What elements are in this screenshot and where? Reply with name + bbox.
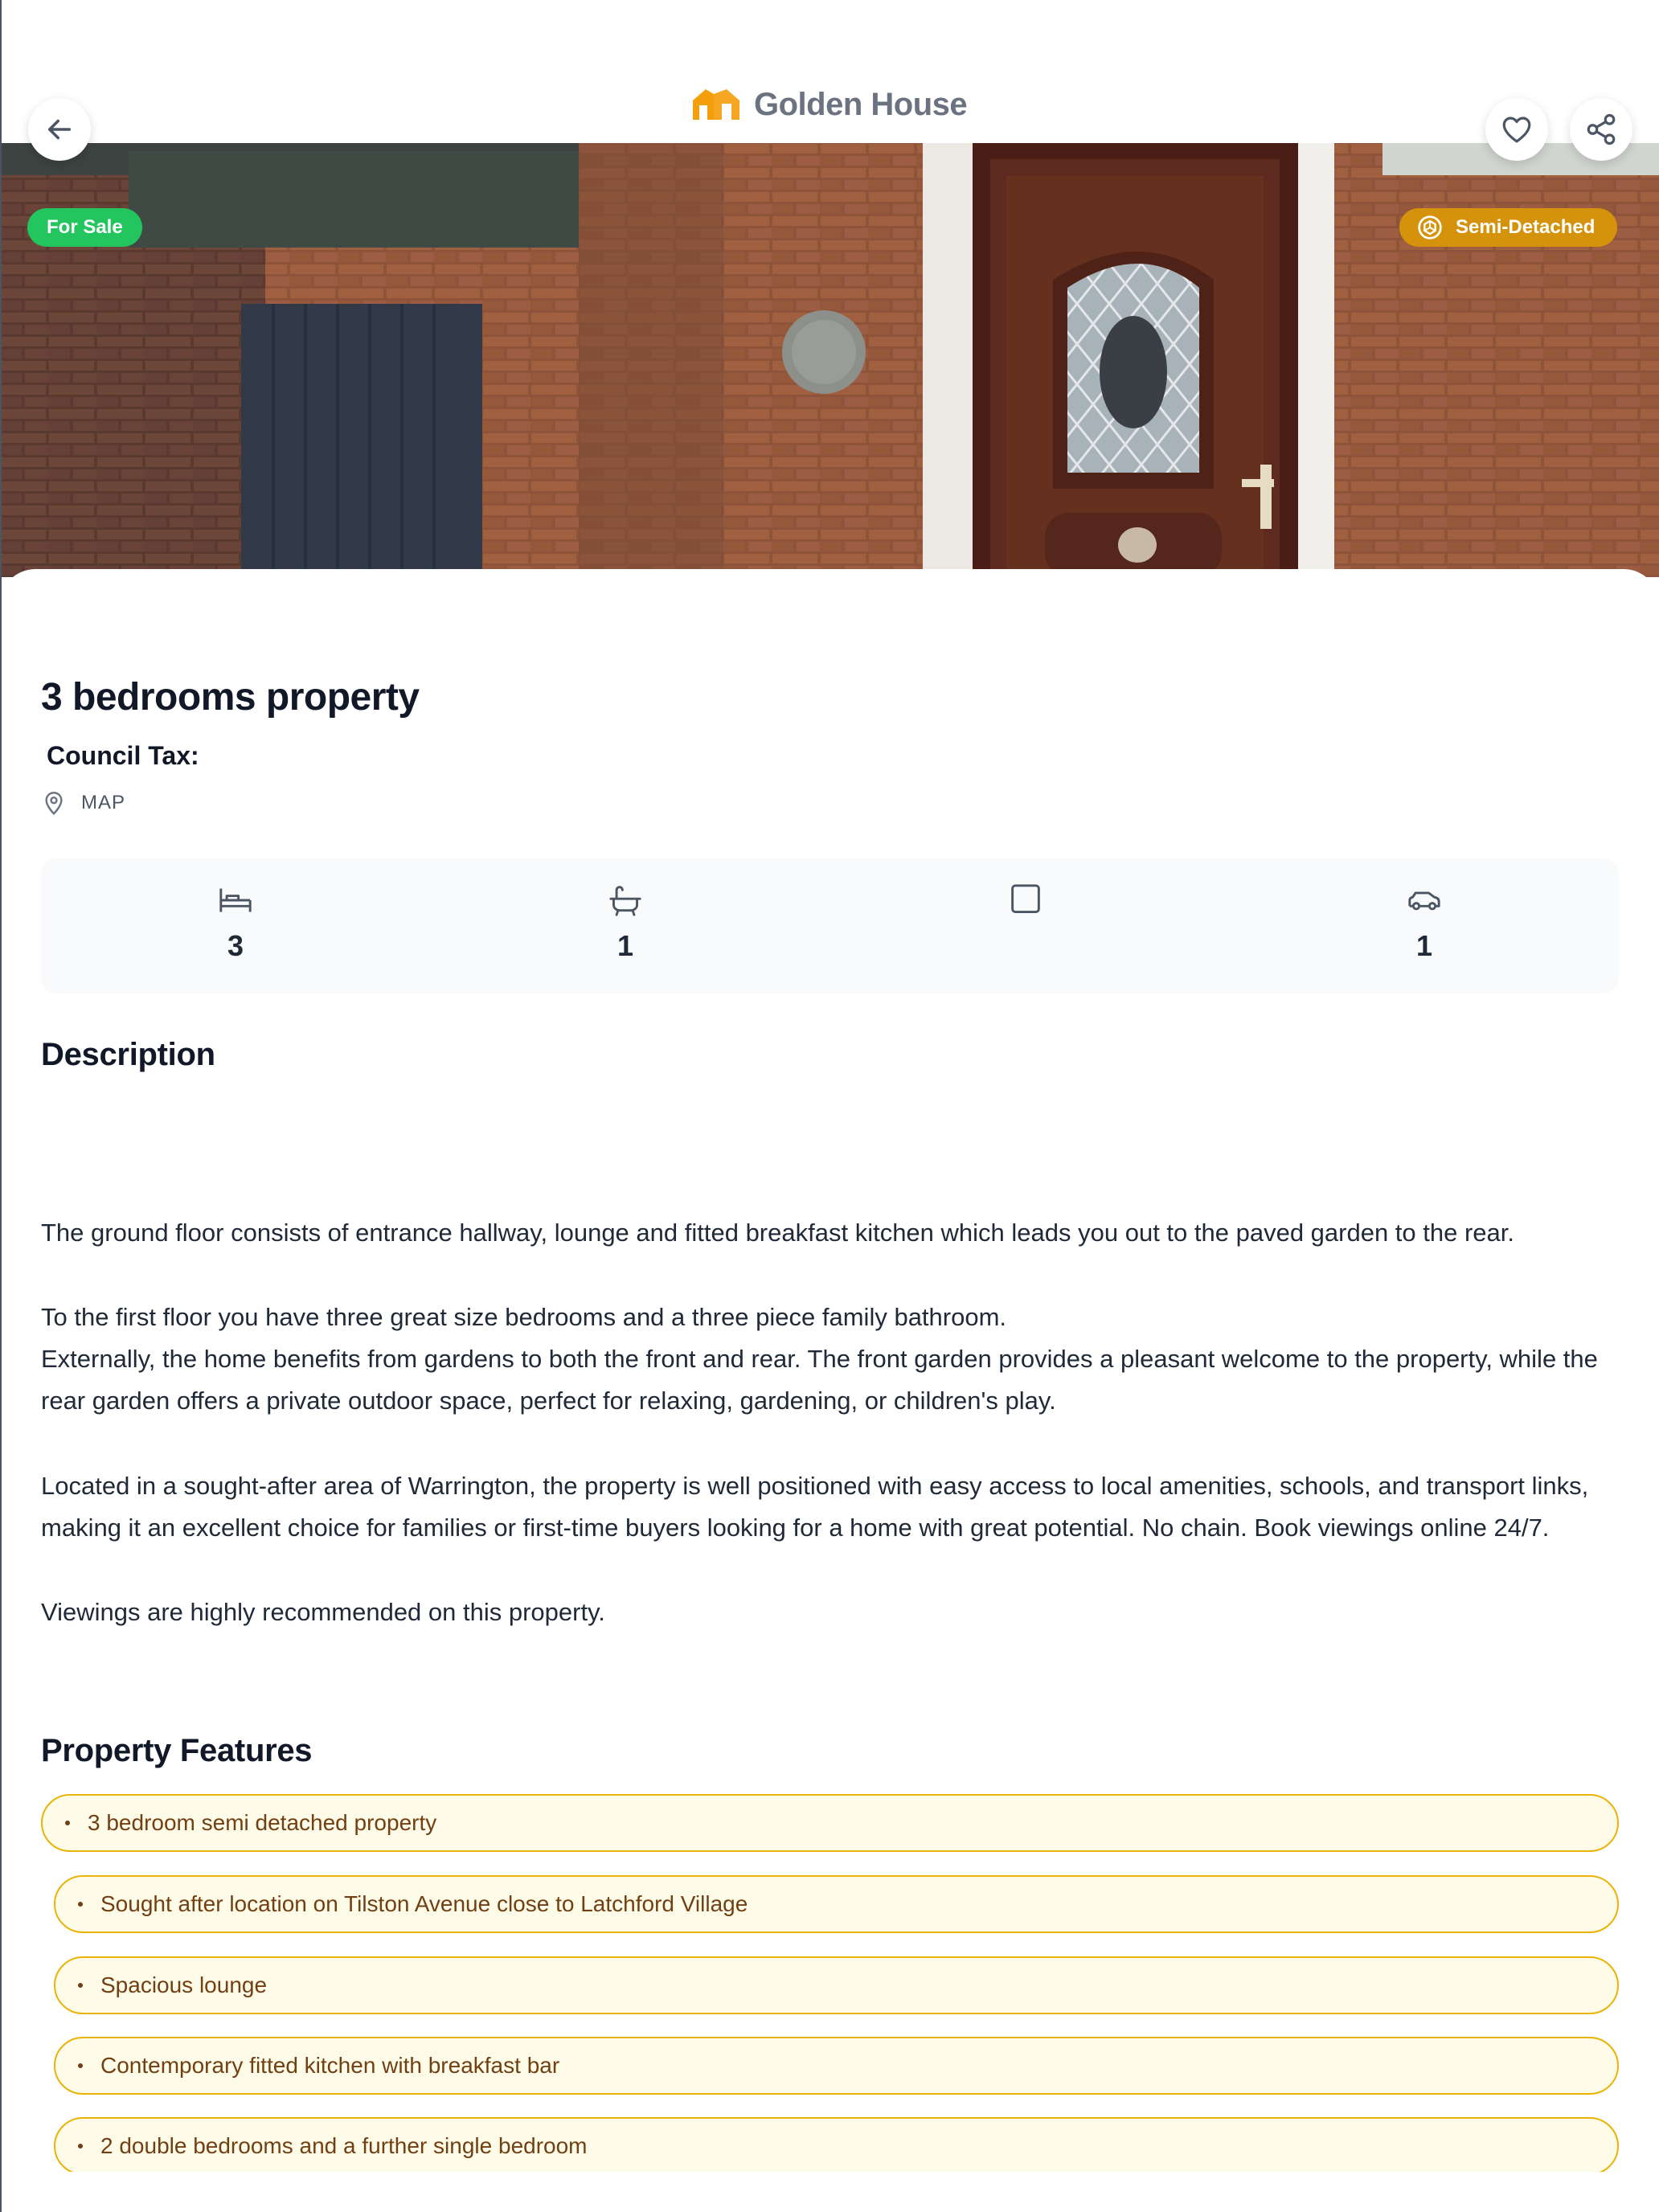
bed-icon [218,884,253,916]
stat-bathrooms [545,858,706,993]
feature-text: 2 double bedrooms and a further single bedroom [100,2133,588,2158]
key-stats [41,858,1619,993]
window-edge [0,0,2,2212]
share-button[interactable] [1570,98,1632,161]
car-icon [1407,884,1442,916]
feature-text: Contemporary fitted kitchen with breakfast bar [100,2053,560,2078]
council-tax [47,741,207,771]
parking-count: 1 [1415,929,1433,962]
stat-parking [1344,858,1505,993]
feature-item [54,2117,1619,2175]
bullet-icon [65,1821,70,1825]
status-badge: For Sale [27,208,142,247]
property-type-icon [1417,215,1443,240]
house-front-image [0,143,1659,577]
description-heading: Description [41,1037,215,1072]
feature-item [54,1956,1619,2014]
feature-text: Sought after location on Tilston Avenue close to Latchford Village [100,1891,748,1916]
bullet-icon [78,2144,83,2149]
back-button[interactable] [28,98,91,161]
stat-area [945,858,1106,993]
bedrooms-count: 3 [227,929,244,962]
brand-name: Golden House [754,86,968,122]
feature-text: 3 bedroom semi detached property [88,1810,437,1835]
description-paragraph: The ground floor consists of entrance hallway, lounge and fitted breakfast kitchen which leads you out to the paved garden to the rear. [41,1219,1515,1247]
description-paragraph: To the first floor you have three great size bedrooms and a three piece family bathroom. Externally, the home benefits from gardens to both the front and rear. The front garden provides a pleasant welcome to the property, while the rear garden offers a private outdoor space, perfect for relaxing, gardening, or children's play. [41,1303,1598,1415]
feature-item [41,1794,1619,1852]
brand-logo[interactable] [690,84,967,125]
stat-bedrooms [155,858,316,993]
map-label: MAP [81,792,126,813]
description-paragraph: Located in a sought-after area of Warrington, the property is well positioned with easy access to local amenities, schools, and transport links, making it an excellent choice for families or first-time buyers looking for a home with great potential. No chain. Book viewings online 24/7. [41,1472,1589,1542]
heart-icon [1500,113,1534,146]
favorite-button[interactable] [1485,98,1548,161]
map-link[interactable] [41,789,125,817]
feature-item [54,2037,1619,2095]
listing-details [0,569,1659,2212]
scroll-fade [0,2172,1659,2212]
property-photo[interactable] [0,143,1659,577]
feature-text: Spacious lounge [100,1972,268,1997]
bathrooms-count: 1 [616,929,634,962]
council-tax-label: Council Tax: [47,741,199,770]
bullet-icon [78,1902,83,1907]
house-logo-icon [690,86,743,123]
arrow-left-icon [43,113,76,146]
property-type-label: Semi-Detached [1456,216,1596,238]
description-paragraph: Viewings are highly recommended on this property. [41,1598,605,1626]
listing-title: 3 bedrooms property [41,676,420,719]
top-bar [0,0,1659,143]
features-heading: Property Features [41,1733,313,1768]
bullet-icon [78,2063,83,2068]
area-square-icon [1008,884,1043,916]
feature-item [54,1875,1619,1933]
property-type-badge [1399,208,1617,247]
share-icon [1584,113,1618,146]
bath-icon [608,884,643,916]
location-pin-icon [41,789,67,817]
bullet-icon [78,1983,83,1988]
